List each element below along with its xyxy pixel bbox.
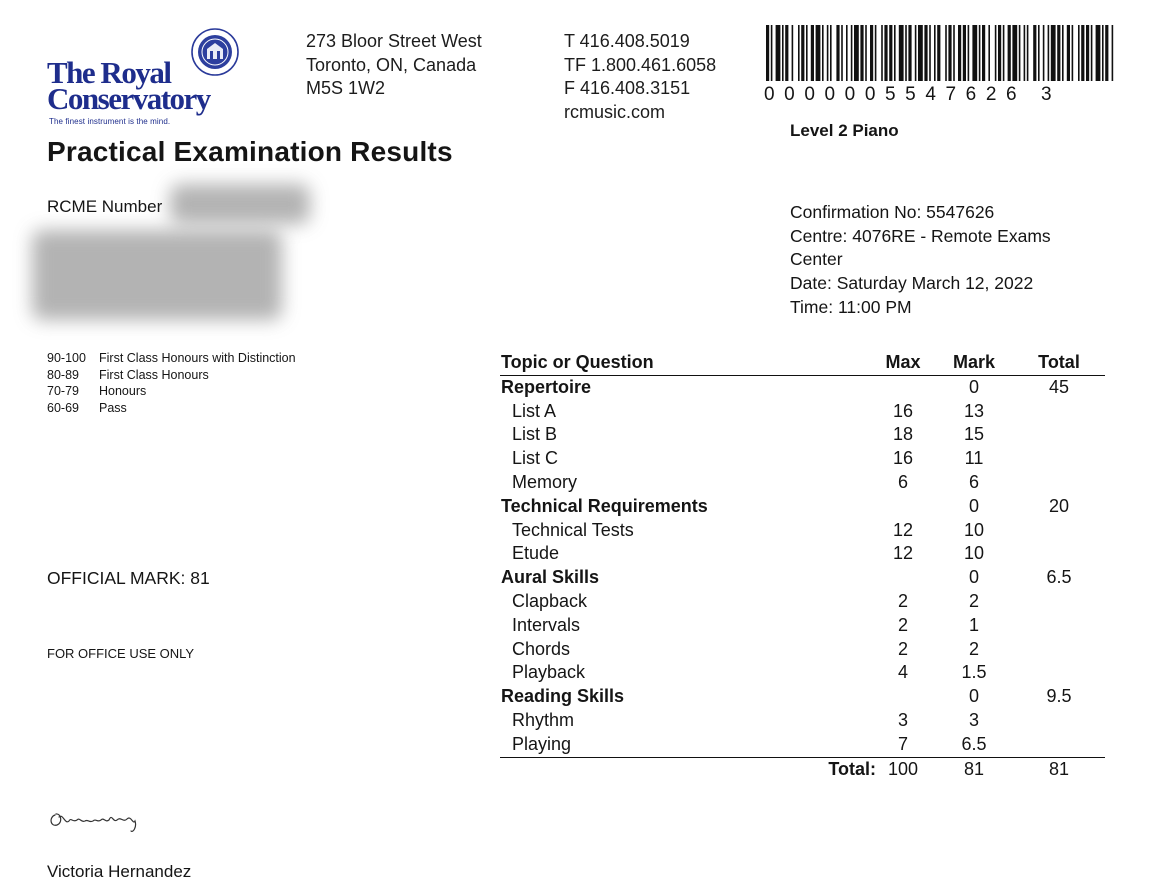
row-max: 2	[897, 638, 908, 659]
row-mark: 3	[968, 709, 979, 730]
logo-line-1: The Royal	[47, 55, 171, 90]
grade-range: 90-100	[47, 351, 86, 365]
barcode-bar	[918, 25, 923, 81]
logo-line-2: Conservatory	[47, 81, 210, 116]
row-topic: List B	[512, 424, 558, 445]
barcode-bar	[889, 25, 892, 81]
row-mark: 2	[968, 590, 979, 611]
totals-mark: 81	[963, 758, 985, 779]
row-mark: 0	[968, 376, 979, 397]
barcode-bar	[945, 25, 947, 81]
barcode-bar	[972, 25, 977, 81]
barcode-bar	[995, 25, 997, 81]
results-table	[500, 351, 1105, 781]
row-max: 2	[897, 590, 908, 611]
barcode-bar	[875, 25, 877, 81]
confirmation-number: Confirmation No: 5547626	[790, 202, 995, 222]
barcode-bar	[929, 25, 931, 81]
row-max: 12	[892, 519, 914, 540]
row-mark: 10	[963, 519, 985, 540]
row-total: 45	[1048, 376, 1070, 397]
barcode-digits: 0000005547626 3	[764, 84, 1062, 105]
official-mark: OFFICIAL MARK: 81	[47, 568, 210, 588]
table-row	[500, 733, 1105, 757]
barcode-bar	[894, 25, 896, 81]
row-total: 20	[1048, 495, 1070, 516]
barcode-bar	[1102, 25, 1104, 81]
section-row	[500, 566, 1105, 590]
table-row	[500, 423, 1105, 447]
grade-label: Honours	[99, 384, 147, 398]
address-street: 273 Bloor Street West	[306, 31, 482, 51]
row-max: 2	[897, 614, 908, 635]
table-row	[500, 638, 1105, 662]
exam-level: Level 2 Piano	[790, 121, 899, 140]
row-topic: Etude	[512, 543, 560, 564]
barcode-bar	[1105, 25, 1108, 81]
totals-row	[500, 758, 1105, 782]
row-mark: 11	[964, 448, 984, 469]
redacted-rcme-number	[170, 184, 310, 224]
row-max: 6	[897, 471, 908, 492]
row-topic: List A	[512, 400, 557, 421]
exam-date: Date: Saturday March 12, 2022	[790, 273, 1034, 294]
row-mark: 13	[963, 400, 985, 421]
row-topic: Reading Skills	[501, 686, 625, 707]
barcode-bar	[836, 25, 839, 81]
barcode-bar	[924, 25, 927, 81]
row-mark: 1.5	[961, 662, 987, 683]
row-max: 12	[892, 543, 914, 564]
barcode-bar	[1019, 25, 1021, 81]
row-topic: Intervals	[512, 614, 581, 635]
grade-label: First Class Honours	[99, 367, 209, 382]
row-topic: List C	[512, 448, 559, 469]
table-row	[500, 661, 1105, 685]
barcode-bar	[968, 25, 970, 81]
row-mark: 2	[968, 638, 979, 659]
barcode-bar	[979, 25, 981, 81]
address-postal: M5S 1W2	[306, 78, 386, 98]
barcode-bar	[1027, 25, 1029, 81]
totals-max: 100	[887, 758, 919, 779]
barcode-bar	[827, 25, 829, 81]
barcode-bar	[1051, 25, 1056, 81]
barcode-bar	[1012, 25, 1017, 81]
exam-centre-cont: Center	[790, 249, 843, 270]
header-total: Total	[1038, 352, 1080, 372]
totals-label: Total:	[828, 758, 876, 779]
table-row	[500, 709, 1105, 733]
barcode-bar	[776, 25, 781, 81]
barcode-bar	[1024, 25, 1026, 81]
totals-total: 81	[1048, 758, 1070, 779]
examiner-signature	[47, 803, 147, 839]
barcode-bar	[948, 25, 951, 81]
table-row	[500, 447, 1105, 471]
header-mark: Mark	[952, 352, 996, 372]
barcode-bar	[1038, 25, 1040, 81]
barcode-bar	[1081, 25, 1084, 81]
grade-scale-row	[47, 383, 296, 400]
row-topic: Technical Requirements	[501, 495, 708, 516]
barcode-bar	[801, 25, 804, 81]
examiner-name: Victoria Hernandez	[47, 862, 192, 881]
row-topic: Memory	[512, 471, 578, 492]
barcode-bar	[1112, 25, 1114, 81]
table-body	[500, 376, 1105, 757]
contact-fax: F 416.408.3151	[564, 78, 691, 98]
barcode-bar	[1078, 25, 1080, 81]
barcode-bar	[811, 25, 814, 81]
barcode-bar	[782, 25, 784, 81]
grade-label: Pass	[99, 400, 127, 415]
grade-scale-row	[47, 350, 296, 367]
row-topic: Rhythm	[512, 709, 575, 730]
barcode-bar	[1072, 25, 1074, 81]
barcode-bar	[870, 25, 873, 81]
contact-block	[564, 30, 716, 124]
address-city: Toronto, ON, Canada	[306, 54, 477, 75]
barcode-bar	[1008, 25, 1011, 81]
barcode-bar	[830, 25, 832, 81]
barcode-bar	[846, 25, 848, 81]
row-max: 4	[897, 662, 908, 683]
barcode-bar	[915, 25, 917, 81]
barcode-bar	[822, 25, 824, 81]
barcode-bar	[851, 25, 853, 81]
office-use-label: FOR OFFICE USE ONLY	[47, 646, 195, 661]
barcode-bar	[908, 25, 911, 81]
page-title: Practical Examination Results	[47, 136, 453, 167]
barcode-bar	[953, 25, 955, 81]
grade-range: 70-79	[47, 384, 79, 398]
barcode-bar	[1091, 25, 1093, 81]
row-max: 16	[892, 400, 914, 421]
grade-range: 80-89	[47, 367, 79, 382]
row-topic: Repertoire	[501, 376, 592, 397]
row-mark: 0	[968, 495, 979, 516]
barcode-bar	[881, 25, 883, 81]
rcme-number-label: RCME Number	[47, 197, 163, 216]
grade-scale-row	[47, 367, 296, 384]
row-mark: 10	[963, 543, 985, 564]
barcode-bar	[899, 25, 904, 81]
row-mark: 6	[968, 471, 979, 492]
contact-phone: T 416.408.5019	[564, 31, 690, 51]
row-topic: Playback	[512, 662, 586, 683]
table-row	[500, 471, 1105, 495]
logo-wordmark	[47, 55, 210, 116]
row-topic: Clapback	[512, 590, 588, 611]
barcode-bar	[1086, 25, 1089, 81]
contact-web: rcmusic.com	[564, 101, 666, 122]
barcode-bar	[1033, 25, 1036, 81]
table-row	[500, 519, 1105, 543]
barcode-bar	[982, 25, 985, 81]
contact-toll-free: TF 1.800.461.6058	[564, 54, 717, 75]
row-topic: Chords	[512, 638, 571, 659]
row-max: 18	[892, 424, 914, 445]
table-row	[500, 614, 1105, 638]
row-max: 3	[897, 709, 908, 730]
barcode-bar	[1057, 25, 1060, 81]
exam-time: Time: 11:00 PM	[790, 296, 912, 317]
table-header	[500, 351, 1105, 375]
barcode-bar	[854, 25, 859, 81]
barcode-bar	[905, 25, 907, 81]
redacted-candidate-info	[32, 230, 282, 320]
row-mark: 6.5	[961, 733, 987, 754]
barcode-bar	[860, 25, 863, 81]
table-row	[500, 542, 1105, 566]
barcode-bar	[806, 25, 808, 81]
barcode-bar	[1048, 25, 1050, 81]
barcode-bar	[766, 25, 769, 81]
address-block	[306, 30, 482, 101]
grade-range: 60-69	[47, 400, 79, 415]
section-row	[500, 685, 1105, 709]
header-max: Max	[885, 352, 921, 372]
row-topic: Technical Tests	[512, 519, 634, 540]
exam-centre: Centre: 4076RE - Remote Exams	[790, 225, 1051, 246]
barcode-bar	[865, 25, 867, 81]
exam-info	[790, 201, 1051, 320]
table-row	[500, 590, 1105, 614]
barcode-bar	[937, 25, 940, 81]
barcode-bar	[958, 25, 961, 81]
barcode-bar	[785, 25, 788, 81]
grade-scale	[47, 350, 296, 416]
row-total: 6.5	[1046, 567, 1072, 588]
header-topic: Topic or Question	[501, 352, 654, 372]
row-mark: 1	[968, 614, 979, 635]
section-row	[500, 495, 1105, 519]
table-row	[500, 400, 1105, 424]
barcode-bar	[1062, 25, 1064, 81]
barcode-bar	[998, 25, 1001, 81]
row-mark: 0	[968, 686, 979, 707]
barcode-bar	[963, 25, 966, 81]
barcode-bar	[1067, 25, 1070, 81]
barcode-bar	[884, 25, 887, 81]
section-row	[500, 376, 1105, 400]
barcode-bar	[934, 25, 936, 81]
row-max: 7	[897, 733, 908, 754]
barcode-bar	[1096, 25, 1101, 81]
barcode-bar	[798, 25, 800, 81]
row-topic: Aural Skills	[501, 567, 600, 588]
logo-tagline: The finest instrument is the mind.	[49, 117, 171, 126]
row-max: 16	[892, 448, 914, 469]
row-mark: 0	[968, 567, 979, 588]
barcode-bar	[816, 25, 821, 81]
grade-scale-row	[47, 400, 296, 417]
row-topic: Playing	[512, 733, 572, 754]
barcode-bar	[1003, 25, 1005, 81]
barcode	[766, 25, 1114, 81]
barcode-bar	[1043, 25, 1045, 81]
barcode-bar	[792, 25, 794, 81]
barcode-bar	[841, 25, 843, 81]
barcode-bar	[988, 25, 990, 81]
row-mark: 15	[963, 424, 985, 445]
row-total: 9.5	[1046, 686, 1072, 707]
barcode-bar	[771, 25, 773, 81]
grade-label: First Class Honours with Distinction	[99, 351, 296, 365]
